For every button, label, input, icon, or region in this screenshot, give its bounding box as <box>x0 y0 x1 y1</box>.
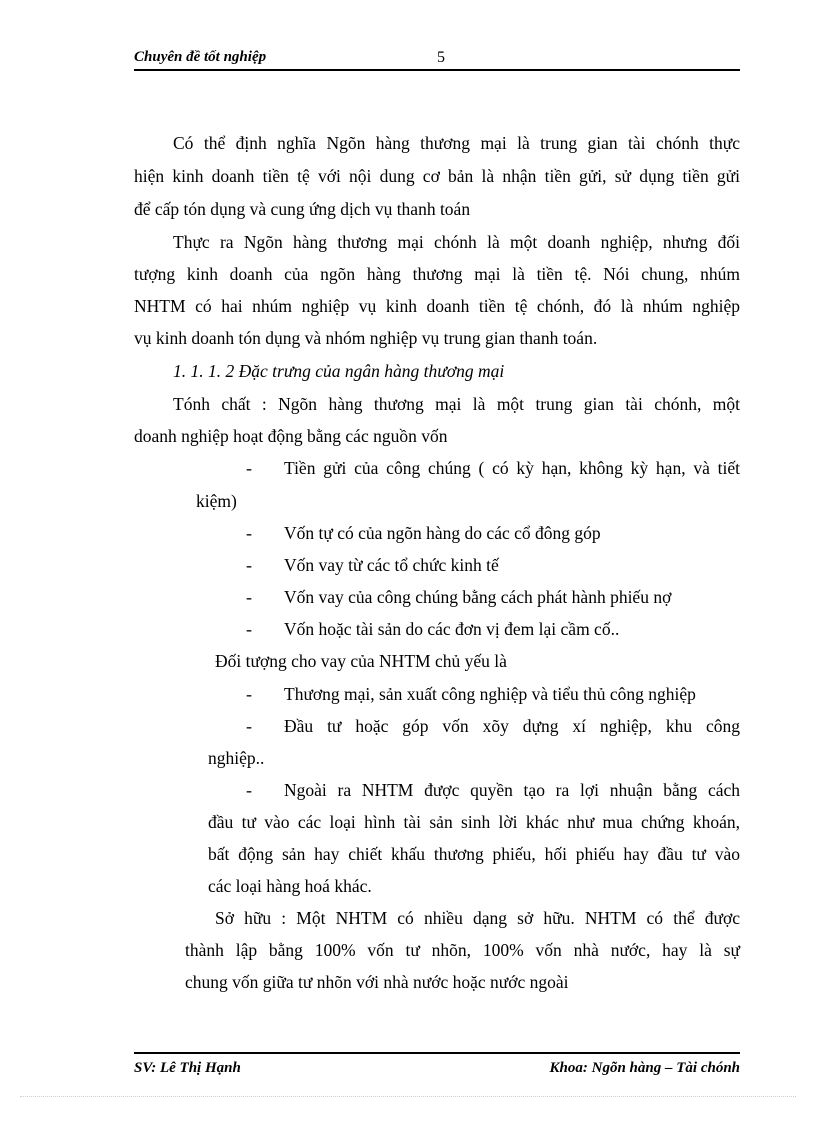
paragraph-2-line-3: NHTM có hai nhúm nghiệp vụ kinh doanh tiền tệ chónh, đó là nhúm nghiệp <box>134 296 740 316</box>
paragraph-4: Đối tượng cho vay của NHTM chủ yếu là <box>215 651 507 671</box>
list-2-item-1: Thương mại, sản xuất công nghiệp và tiểu thủ công nghiệp <box>284 684 696 704</box>
document-title: Chuyên đề tốt nghiệp <box>134 49 267 65</box>
paragraph-1-line-1: Có thể định nghĩa Ngõn hàng thương mại là trung gian tài chónh thực <box>173 133 740 153</box>
page-footer <box>134 1052 740 1080</box>
paragraph-2-line-4: vụ kinh doanh tón dụng và nhóm nghiệp vụ trung gian thanh toán. <box>134 328 598 348</box>
paragraph-2-line-2: tượng kinh doanh của ngõn hàng thương mại là tiền tệ. Nói chung, nhúm <box>134 264 740 284</box>
list-1-item-2: Vốn tự có của ngõn hàng do các cổ đông góp <box>284 523 601 543</box>
paragraph-1-line-3: để cấp tón dụng và cung ứng dịch vụ thanh toán <box>134 199 471 219</box>
list-1-item-5: Vốn hoặc tài sản do các đơn vị đem lại cầm cố.. <box>284 619 620 639</box>
list-bullet: - <box>246 523 252 543</box>
paragraph-5-line-3: chung vốn giữa tư nhõn với nhà nước hoặc nước ngoài <box>185 972 569 992</box>
page-number: 5 <box>437 49 445 66</box>
paragraph-2-line-1: Thực ra Ngõn hàng thương mại chónh là một doanh nghiệp, nhưng đối <box>173 232 740 252</box>
list-1-item-4: Vốn vay của công chúng bằng cách phát hành phiếu nợ <box>284 587 672 607</box>
list-bullet: - <box>246 458 252 478</box>
student-name: SV: Lê Thị Hạnh <box>134 1060 241 1076</box>
section-heading: 1. 1. 1. 2 Đặc trưng của ngân hàng thương mại <box>173 361 505 381</box>
list-bullet: - <box>246 684 252 704</box>
paragraph-5-line-2: thành lập bằng 100% vốn tư nhõn, 100% vốn nhà nước, hay là sự <box>185 940 740 960</box>
list-2-item-2-line-1: Đầu tư hoặc góp vốn xõy dựng xí nghiệp, khu công <box>284 716 740 736</box>
list-1-item-1-line-2: kiệm) <box>196 491 237 511</box>
list-2-item-2-line-2: nghiệp.. <box>208 748 265 768</box>
page-edge-divider <box>20 1096 796 1097</box>
paragraph-3-line-1: Tónh chất : Ngõn hàng thương mại là một trung gian tài chónh, một <box>173 394 740 414</box>
list-1-item-3: Vốn vay từ các tổ chức kinh tế <box>284 555 499 575</box>
faculty-name: Khoa: Ngõn hàng – Tài chónh <box>549 1060 740 1076</box>
list-2-item-3-line-1: Ngoài ra NHTM được quyền tạo ra lợi nhuận bằng cách <box>284 780 740 800</box>
list-1-item-1-line-1: Tiền gửi của công chúng ( có kỳ hạn, không kỳ hạn, và tiết <box>284 458 740 478</box>
list-bullet: - <box>246 780 252 800</box>
list-2-item-3-line-4: các loại hàng hoá khác. <box>208 876 372 896</box>
paragraph-3-line-2: doanh nghiệp hoạt động bằng các nguồn vốn <box>134 426 448 446</box>
page-header <box>134 49 740 71</box>
list-2-item-3-line-3: bất động sản hay chiết khấu thương phiếu, hối phiếu hay đầu tư vào <box>208 844 740 864</box>
list-bullet: - <box>246 555 252 575</box>
paragraph-5-line-1: Sở hữu : Một NHTM có nhiều dạng sở hữu. NHTM có thể được <box>215 908 740 928</box>
list-bullet: - <box>246 619 252 639</box>
list-bullet: - <box>246 716 252 736</box>
list-bullet: - <box>246 587 252 607</box>
list-2-item-3-line-2: đầu tư vào các loại hình tài sản sinh lời khác như mua chứng khoán, <box>208 812 740 832</box>
paragraph-1-line-2: hiện kinh doanh tiền tệ với nội dung cơ bản là nhận tiền gửi, sử dụng tiền gửi <box>134 166 740 186</box>
